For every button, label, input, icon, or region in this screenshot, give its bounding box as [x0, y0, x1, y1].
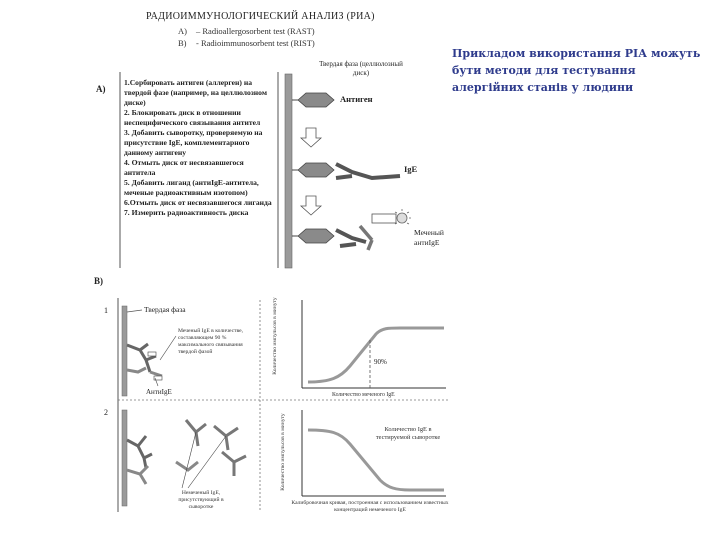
- graph1-xlabel: Количество меченого IgE: [332, 392, 395, 398]
- ige-label: IgE: [404, 164, 418, 174]
- ige-antibody-shape: [336, 230, 366, 242]
- caption-text: Прикладом використання РІА можуть бути методи для тестування алергійних станів у людини: [452, 47, 701, 94]
- anti-ige-shape: [127, 344, 156, 372]
- labeled-ige-shape: [127, 466, 148, 484]
- section-b-label: В): [94, 276, 103, 286]
- antigen-shape: [298, 93, 334, 107]
- section-a-label: А): [96, 84, 106, 94]
- step-item: 7. Измерить радиоактивность диска: [124, 208, 249, 217]
- page-title: РАДИОИММУНОЛОГИЧЕСКИЙ АНАЛИЗ (РИА): [146, 11, 375, 22]
- graph2-annotation: Количество IgE в тестируемой сыворотке: [375, 426, 441, 441]
- solid-phase-bar: [285, 74, 292, 268]
- process-arrow-icon: [301, 196, 321, 215]
- ige-free-shape: [214, 426, 238, 450]
- solid-phase-bar: [122, 410, 127, 506]
- method-b-text: - Radioimmunosorbent test (RIST): [196, 38, 315, 48]
- anti-ige-shape: [360, 226, 372, 250]
- ige-antibody-shape: [336, 176, 352, 178]
- row2-number: 2: [104, 408, 108, 417]
- graph2-xlabel: Калибровочная кривая, построенная с использованием известных концентраций немеченого IgE: [291, 500, 449, 513]
- row1-number: 1: [104, 306, 108, 315]
- step-item: 1.Сорбировать антиген (аллерген) на твердой фазе (например, на целлюлозном диске): [124, 78, 268, 107]
- note-unlabeled-ige: Немеченый IgE, присутствующий в сыворотке: [178, 490, 224, 510]
- process-arrow-icon: [301, 128, 321, 147]
- antigen-shape: [298, 229, 334, 243]
- method-a-text: – Radioallergosorbent test (RAST): [196, 26, 315, 36]
- antigen-label: Антиген: [340, 94, 373, 104]
- step-item: 3. Добавить сыворотку, проверяемую на присутствие IgE, комплементарного данному антигену: [124, 128, 263, 157]
- note-labeled-ige: Меченый IgE в количестве, составляющем 90 % максимального связывания твердой фазой: [178, 328, 243, 355]
- labeled-ige-shape: [127, 368, 162, 376]
- graph1-curve: [308, 328, 444, 382]
- method-a-letter: A): [178, 26, 187, 36]
- anti-ige-label: АнтиIgE: [146, 388, 172, 396]
- method-b-letter: B): [178, 38, 187, 48]
- solid-phase-label: Твердая фаза (целлюлозный диск): [319, 60, 403, 77]
- antigen-shape: [298, 163, 334, 177]
- pointer-line: [127, 310, 142, 312]
- pointer-line: [188, 436, 226, 488]
- ige-antibody-shape: [340, 244, 356, 246]
- step-item: 2. Блокировать диск в отношении неспецифического связывания антител: [124, 108, 261, 127]
- radioactive-label-icon: [397, 213, 407, 223]
- pointer-line: [160, 336, 176, 360]
- anti-ige-shape: [127, 436, 152, 468]
- step-item: 4. Отмыть диск от несвязавшегося антитела: [124, 158, 244, 177]
- solid-phase-bar: [122, 306, 127, 396]
- ige-free-shape: [222, 452, 246, 476]
- graph1-ylabel: Количество импульсов в минуту: [272, 297, 278, 375]
- labeled-anti-ige-label: Меченый антиIgE: [414, 228, 444, 247]
- step-item: 6.Отмыть диск от несвязавшегося лиганда: [124, 198, 272, 207]
- graph1-annotation: 90%: [374, 358, 387, 366]
- label-tag-icon: [148, 352, 156, 356]
- graph2-ylabel: Количество импульсов в минуту: [280, 413, 286, 491]
- solid-phase-b-label: Твердая фаза: [144, 305, 186, 314]
- step-item: 5. Добавить лиганд (антиIgE-антитела, меченые радиоактивным изотопом): [124, 178, 259, 197]
- anti-ige-label-box: [372, 214, 396, 223]
